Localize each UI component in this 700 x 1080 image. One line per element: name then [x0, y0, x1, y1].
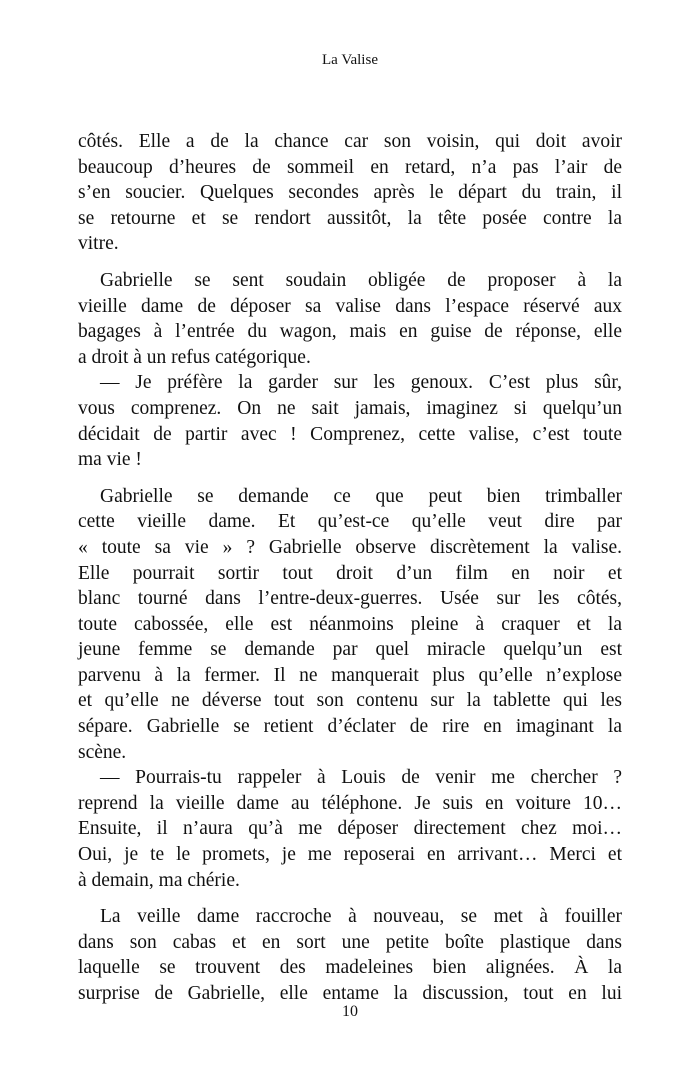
text-line: et qu’elle ne déverse tout son contenu sur la tablette qui les [78, 690, 622, 712]
text-line: beaucoup d’heures de sommeil en retard, n’a pas l’air de [78, 156, 622, 178]
text-line: côtés. Elle a de la chance car son voisin, qui doit avoir [78, 131, 622, 152]
text-line: jeune femme se demande par quel miracle quelqu’un est [78, 639, 622, 661]
paragraph [78, 904, 622, 1006]
text-line: reprend la vieille dame au téléphone. Je suis en voiture 10… [78, 792, 622, 814]
body-text [78, 129, 622, 1018]
paragraph [78, 268, 622, 473]
text-line: bagages à l’entrée du wagon, mais en guise de réponse, elle [78, 321, 622, 343]
text-line: toute cabossée, elle est néanmoins pleine à craquer et la [78, 613, 622, 635]
text-line: se retourne et se rendort aussitôt, la tête posée contre la [78, 207, 622, 229]
text-line: vitre. [78, 233, 119, 255]
text-line: a droit à un refus catégorique. [78, 346, 311, 368]
text-line: La veille dame raccroche à nouveau, se met à fouiller [100, 906, 622, 928]
text-line: Ensuite, il n’aura qu’à me déposer directement chez moi… [78, 818, 622, 840]
paragraph [78, 484, 622, 894]
text-line: sépare. Gabrielle se retient d’éclater de rire en imaginant la [78, 716, 622, 738]
text-line: laquelle se trouvent des madeleines bien alignées. À la [78, 957, 622, 979]
text-line: blanc tourné dans l’entre-deux-guerres. Usée sur les côtés, [78, 588, 622, 610]
text-line: à demain, ma chérie. [78, 869, 240, 891]
text-line: ma vie ! [78, 449, 142, 471]
text-line: parvenu à la fermer. Il ne manquerait plus qu’elle n’explose [78, 664, 622, 686]
text-line: Oui, je te le promets, je me reposerai en arrivant… Merci et [78, 844, 622, 866]
text-line: — Je préfère la garder sur les genoux. C’est plus sûr, [100, 372, 622, 394]
page-number: 10 [342, 1003, 358, 1020]
paragraph [78, 129, 622, 257]
text-line: s’en soucier. Quelques secondes après le départ du train, il [78, 182, 622, 204]
text-line: Gabrielle se demande ce que peut bien trimballer [100, 485, 622, 507]
text-line: vous comprenez. On ne sait jamais, imaginez si quelqu’un [78, 397, 622, 419]
text-line: « toute sa vie » ? Gabrielle observe discrètement la valise. [78, 536, 622, 558]
text-line: Gabrielle se sent soudain obligée de proposer à la [100, 269, 622, 291]
text-line: cette vieille dame. Et qu’est-ce qu’elle veut dire par [78, 511, 622, 533]
text-line: surprise de Gabrielle, elle entame la discussion, tout en lui [78, 983, 622, 1004]
text-line: scène. [78, 741, 127, 763]
text-line: dans son cabas et en sort une petite boîte plastique dans [78, 931, 622, 953]
running-header: La Valise [322, 52, 378, 68]
text-line: décidait de partir avec ! Comprenez, cette valise, c’est toute [78, 423, 622, 445]
text-line: vieille dame de déposer sa valise dans l’espace réservé aux [78, 295, 622, 317]
text-line: Elle pourrait sortir tout droit d’un film en noir et [78, 562, 622, 584]
text-line: — Pourrais-tu rappeler à Louis de venir me chercher ? [100, 767, 622, 789]
